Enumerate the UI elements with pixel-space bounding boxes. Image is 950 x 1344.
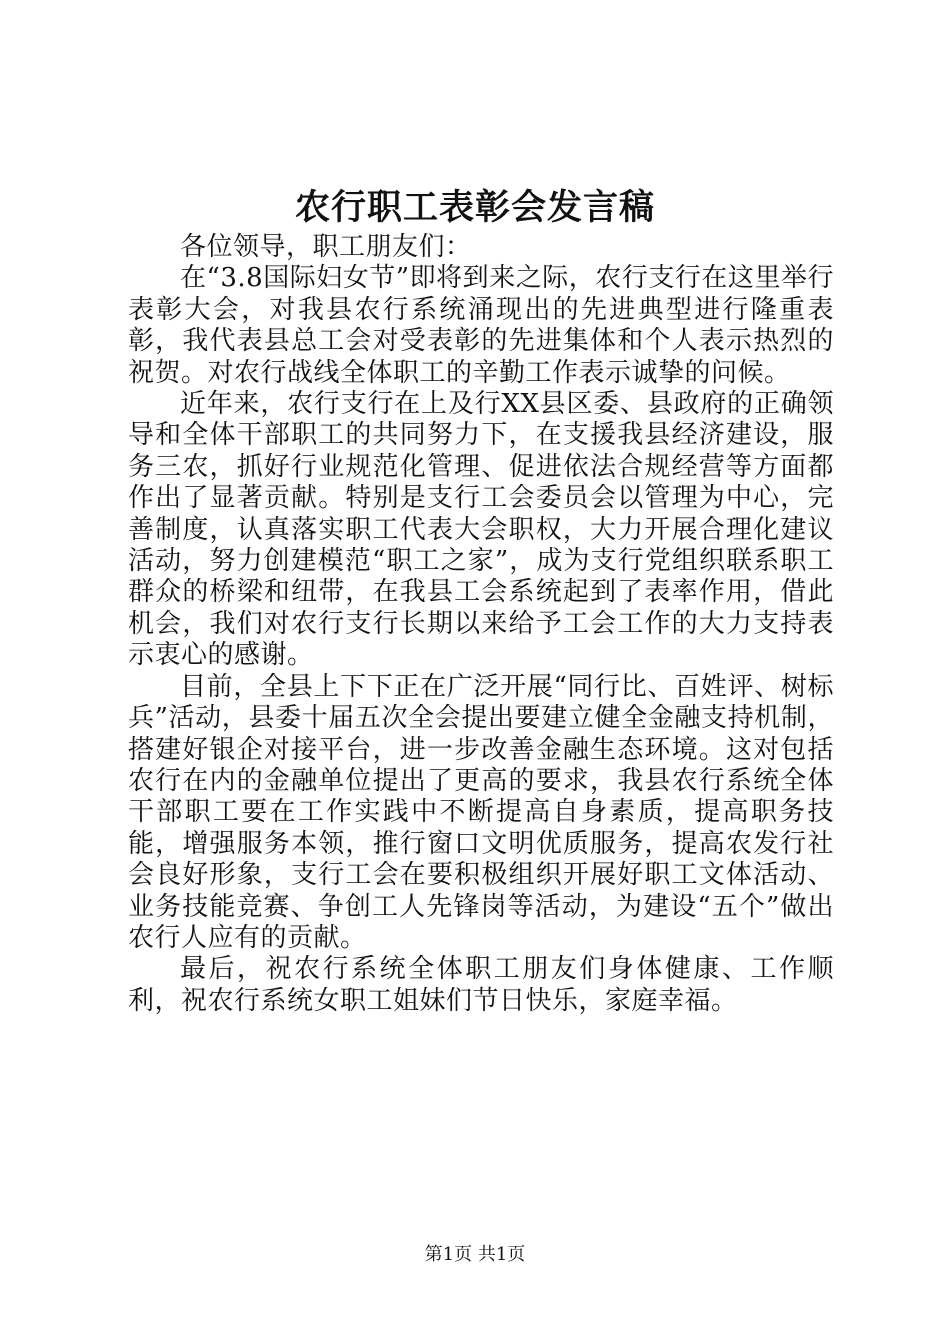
- closing-paragraph: 最后，祝农行系统全体职工朋友们身体健康、工作顺利，祝农行系统女职工姐妹们节日快乐，家庭幸福。: [128, 954, 834, 1016]
- document-body: [128, 232, 834, 1017]
- achievements-paragraph: 近年来，农行支行在上及行XX县区委、县政府的正确领导和全体干部职工的共同努力下，在支援我县经济建设，服务三农，抓好行业规范化管理、促进依法合规经营等方面都作出了显著贡献。特别是支行工会委员会以管理为中心，完善制度，认真落实职工代表大会职权，大力开展合理化建议活动，努力创建模范“职工之家”，成为支行党组织联系职工群众的桥梁和纽带，在我县工会系统起到了表率作用，借此机会，我们对农行支行长期以来给予工会工作的大力支持表示衷心的感谢。: [128, 389, 834, 671]
- document-title: 农行职工表彰会发言稿: [294, 187, 655, 228]
- opening-paragraph: 在“3.8国际妇女节”即将到来之际，农行支行在这里举行表彰大会，对我县农行系统涌现出的先进典型进行隆重表彰，我代表县总工会对受表彰的先进集体和个人表示热烈的祝贺。对农行战线全体职工的辛勤工作表示诚挚的问候。: [128, 263, 834, 388]
- salutation-paragraph: 各位领导，职工朋友们：: [180, 232, 472, 262]
- page-number-footer: 第1页 共1页: [424, 1244, 526, 1265]
- current-tasks-paragraph: 目前，全县上下下正在广泛开展“同行比、百姓评、树标兵”活动，县委十届五次全会提出要建立健全金融支持机制，搭建好银企对接平台，进一步改善金融生态环境。这对包括农行在内的金融单位提出了更高的要求，我县农行系统全体干部职工要在工作实践中不断提高自身素质，提高职务技能，增强服务本领，推行窗口文明优质服务，提高农发行社会良好形象，支行工会在要积极组织开展好职工文体活动、业务技能竞赛、争创工人先锋岗等活动，为建设“五个”做出农行人应有的贡献。: [128, 671, 834, 953]
